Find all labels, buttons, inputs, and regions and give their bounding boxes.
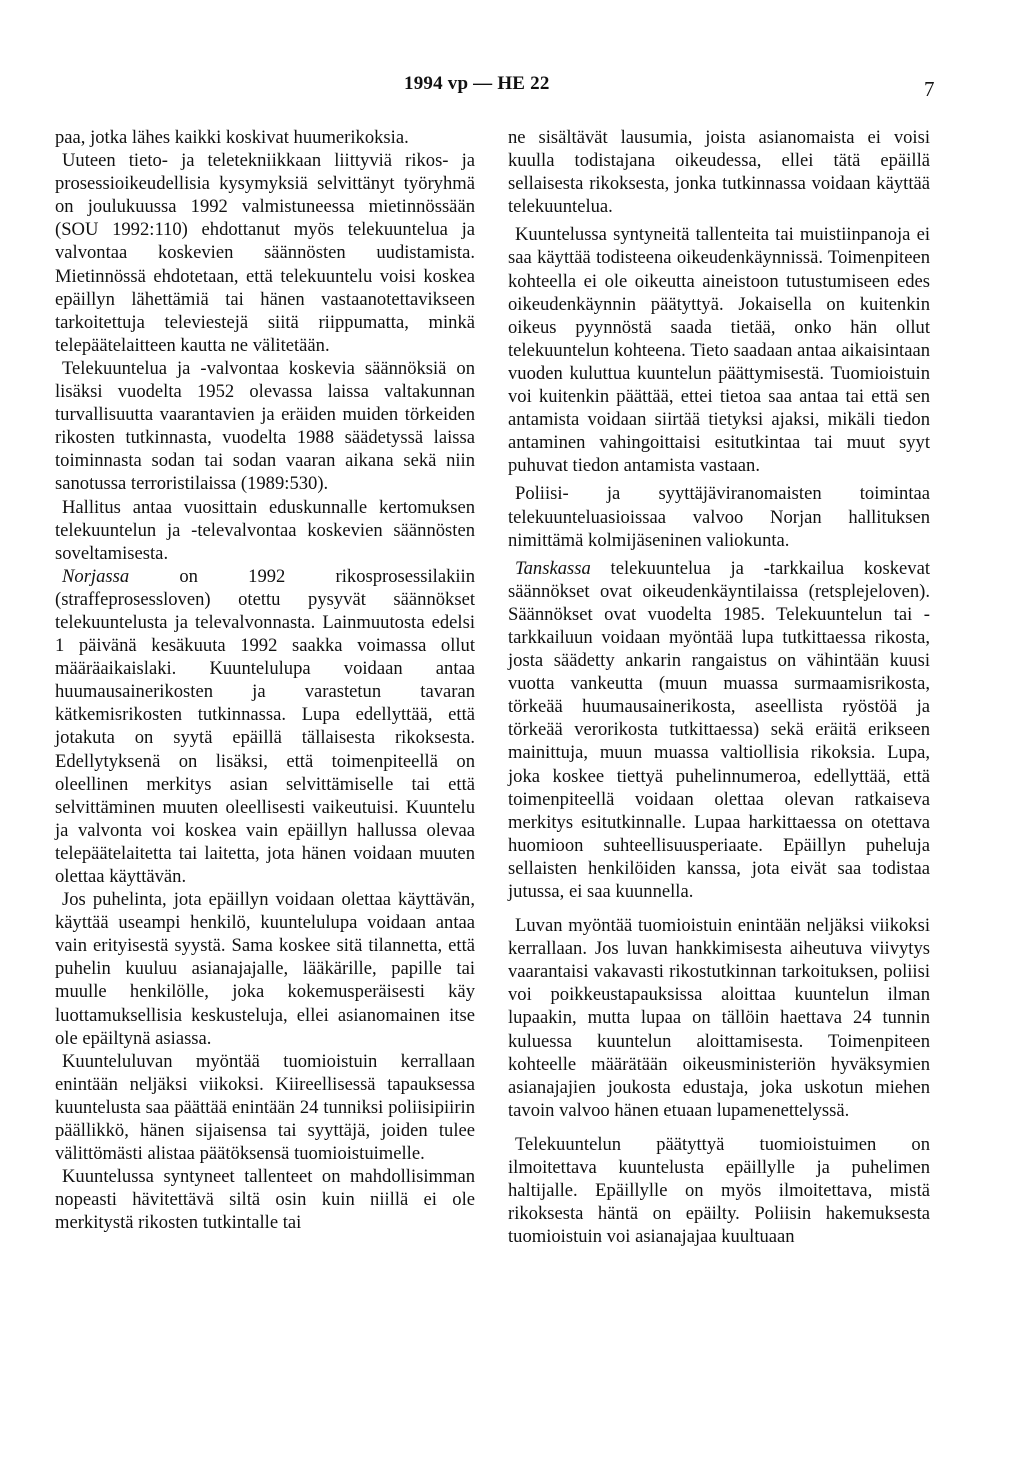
paragraph: Poliisi- ja syyttäjäviranomaisten toimintaa telekuunteluasioissaa valvoo Norjan hallituksen nimittämä kolmijäseninen valiokunta. [508, 483, 930, 551]
paragraph [55, 565, 475, 888]
document-title: 1994 vp — HE 22 [404, 73, 550, 94]
paragraph: Telekuuntelua ja -valvontaa koskevia säännöksiä on lisäksi vuodelta 1952 olevassa laissa valtakunnan turvallisuutta vaarantavien ja eräiden muiden törkeiden rikosten tutkinnasta, vuodelta 1988 säädetyssä laissa toiminnasta sodan tai sodan vaaran aikana sekä niin sanotussa terroristilaissa (1989:530). [55, 357, 475, 495]
country-name: Norjassa [62, 565, 130, 587]
right-column [508, 126, 930, 1248]
country-name: Tanskassa [515, 557, 591, 579]
page-header [0, 73, 1024, 103]
page-number: 7 [924, 77, 935, 101]
paragraph: Hallitus antaa vuosittain eduskunnalle kertomuksen telekuuntelun ja -televalvontaa koskevien säännösten soveltamisesta. [55, 496, 475, 564]
paragraph: Kuuntelussa syntyneitä tallenteita tai muistiinpanoja ei saa käyttää todisteena oikeudenkäynnissä. Toimenpiteen kohteella ei ole oikeutta aineistoon tutustumiseen edes oikeudenkäynnin päätyttyä. Jokaisella on kuitenkin oikeus pyynnöstä saada tietää, onko hän ollut telekuuntelun kohteena. Tieto saadaan antaa aikaisintaan vuoden kuluttua kuuntelun päättymisestä. Tuomioistuin voi kuitenkin päättää, ettei tietoa saa antaa tai että sen antamista voidaan siirtää tietyksi ajaksi, mikäli tiedon antaminen vahingoittaisi esitutkintaa tai muut syyt puhuvat tiedon antamista vastaan. [508, 224, 930, 477]
paragraph: ne sisältävät lausumia, joista asianomaista ei voisi kuulla todistajana oikeudessa, ellei tätä epäillä sellaisesta rikoksesta, jonka tutkinnassa voidaan käyttää telekuuntelua. [508, 127, 930, 218]
paragraph: Telekuuntelun päätyttyä tuomioistuimen on ilmoitettava kuuntelusta epäillylle ja puhelimen haltijalle. Epäillylle on myös ilmoitettava, mistä rikoksesta häntä on epäilty. Poliisin hakemuksesta tuomioistuin voi asianajajaa kuultuaan [508, 1133, 930, 1248]
paragraph: Luvan myöntää tuomioistuin enintään neljäksi viikoksi kerrallaan. Jos luvan hankkimisesta aiheutuva viivytys vaarantaisi vakavasti rikostutkinnan tarkoituksen, poliisi voi poikkeustapauksissa aloittaa kuuntelun ilman lupaakin, mutta lupaa on tällöin haettava 24 tunnin kuluessa kuuntelun aloittamisesta. Toimenpiteen kohteelle määrätään oikeusministeriön hyväksymien asianajajien joukosta edustaja, joka uskotun miehen tavoin valvoo hänen etuaan lupamenettelyssä. [508, 915, 930, 1121]
paragraph: Jos puhelinta, jota epäillyn voidaan olettaa käyttävän, käyttää useampi henkilö, kuuntelulupa voidaan antaa vain erityisestä syystä. Sama koskee sitä tilannetta, että puhelin kuuluu asianajajalle, lääkärille, papille tai muulle henkilölle, joka kokemusperäisesti käy luottamuksellisia keskusteluja, ellei asianomainen itse ole epäiltynä asiassa. [55, 889, 475, 1049]
paragraph: paa, jotka lähes kaikki koskivat huumerikoksia. [55, 127, 409, 148]
paragraph: Kuuntelussa syntyneet tallenteet on mahdollisimman nopeasti hävitettävä siltä osin kuin niillä ei ole merkitystä rikosten tutkintalle tai [55, 1166, 475, 1234]
paragraph-text: on 1992 rikosprosessilakiin (straffeprosessloven) otettu pysyvät säännökset telekuuntelusta ja televalvonnasta. Lainmuutosta edelsi 1 päivänä kesäkuuta 1992 saakka voimassa ollut määräaikaislaki. Kuuntelulupa voidaan antaa huumausainerikosten ja varastetun tavaran kätkemisrikosten tutkinnassa. Lupa edellyttää, että jotakuta on syytä epäillä tällaisesta rikoksesta. Edellytyksenä on lisäksi, että toimenpiteellä on oleellinen merkitys asian selvittämiselle tai että selvittäminen muuten oleellisesti vaikeutuisi. Kuuntelu ja valvonta voi koskea vain epäillyn hallussa olevaa telepäätelaitetta tai laitetta, jota hänen voidaan muuten olettaa käyttävän. [55, 565, 475, 887]
paragraph-text: telekuuntelua ja -tarkkailua koskevat säännökset ovat oikeudenkäyntilaissa (retsplejeloven). Säännökset ovat vuodelta 1985. Telekuuntelun tai -tarkkailuun voidaan myöntää lupa tutkittaessa rikosta, josta säädetty ankarin rangaistus on vähintään kuusi vuotta vankeutta (muun muassa surmaamisrikosta, törkeää huumausainerikosta, aseellista ryöstöä ja törkeää verorikosta tutkittaessa) sekä eräitä erikseen mainittuja, muun muassa valtiollisia rikoksia. Lupa, joka koskee tiettyä puhelinnumeroa, edellyttää, että toimenpiteellä voidaan olettaa olevan ratkaiseva merkitys esitutkinnalle. Lupaa harkittaessa on otettava huomioon suhteellisuusperiaate. Epäillyn puheluja sellaisten henkilöiden kanssa, jota eivät saa todistaa jutussa, ei saa kuunnella. [508, 557, 930, 902]
paragraph: Uuteen tieto- ja teletekniikkaan liittyviä rikos- ja prosessioikeudellisia kysymyksiä selvittänyt työryhmä on joulukuussa 1992 valmistuneessa mietinnössään (SOU 1992:110) ehdottanut myös telekuuntelua ja valvontaa koskevien säännösten uudistamista. Mietinnössä ehdotetaan, että telekuuntelu voisi koskea epäillyn lähettämiä tai hänen vastaanotettavikseen tarkoitettuja televiestejä siitä riippumatta, minkä telepäätelaitteen kautta ne välitetään. [55, 150, 475, 356]
paragraph [508, 557, 930, 903]
left-column [55, 126, 475, 1235]
paragraph: Kuunteluluvan myöntää tuomioistuin kerrallaan enintään neljäksi viikoksi. Kiireellisessä tapauksessa kuuntelusta saa päättää enintään 24 tunniksi poliisipiirin päällikkö, hänen sijaisensa tai syyttäjä, joiden tulee välittömästi alistaa päätöksensä tuomioistuimelle. [55, 1050, 475, 1165]
